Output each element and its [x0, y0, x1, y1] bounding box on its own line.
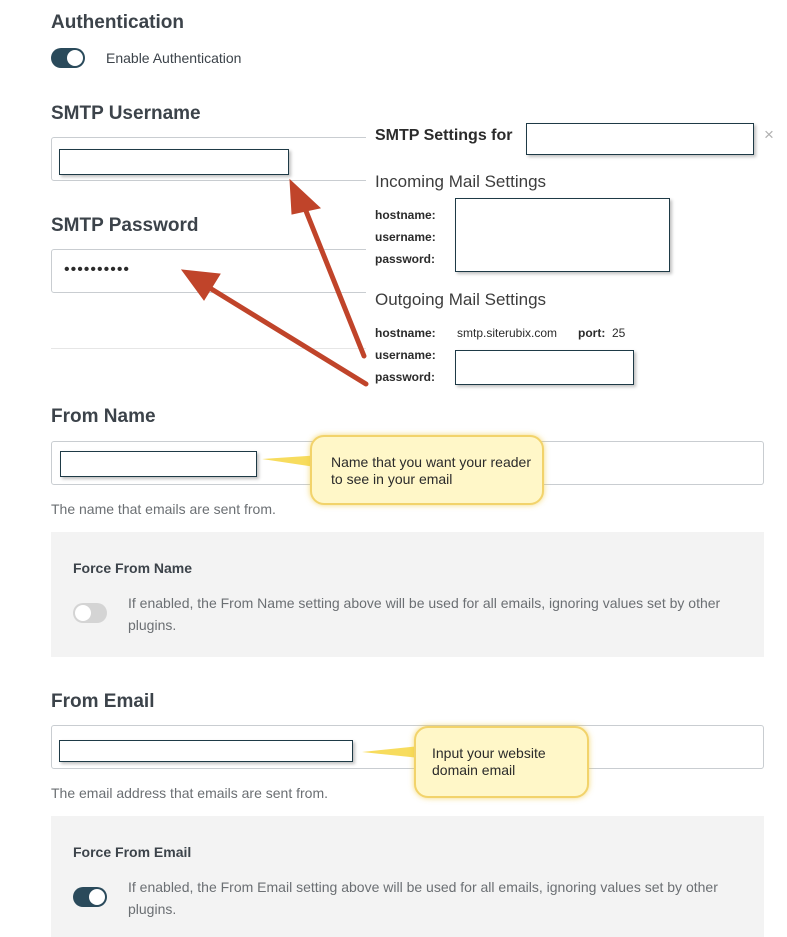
smtp-password-value: •••••••••• — [64, 261, 131, 278]
force-from-email-title: Force From Email — [73, 844, 192, 860]
incoming-password-label: password: — [375, 252, 436, 266]
from-email-callout: Input your website domain email — [414, 726, 589, 798]
outgoing-username-label: username: — [375, 348, 436, 362]
from-email-help: The email address that emails are sent from. — [51, 785, 329, 801]
from-name-help: The name that emails are sent from. — [51, 501, 276, 517]
outgoing-password-label: password: — [375, 370, 436, 384]
force-from-email-description: If enabled, the From Email setting above will be used for all emails, ignoring values set by other plugins. — [128, 879, 718, 917]
arrow-to-password-head — [182, 270, 220, 300]
outgoing-settings-title: Outgoing Mail Settings — [375, 290, 547, 309]
outgoing-hostname-label: hostname: — [375, 326, 436, 340]
close-icon[interactable]: × — [764, 125, 774, 144]
from-name-label: From Name — [51, 406, 156, 427]
authentication-title: Authentication — [51, 12, 184, 33]
from-name-callout: Name that you want your reader to see in your email — [310, 435, 544, 505]
outgoing-hostname-value: smtp.siterubix.com — [457, 326, 558, 340]
smtp-username-label: SMTP Username — [51, 103, 201, 124]
arrow-to-username — [300, 196, 364, 356]
enable-authentication-label: Enable Authentication — [106, 50, 242, 66]
from-email-label: From Email — [51, 691, 155, 712]
outgoing-port-value: 25 — [612, 326, 626, 340]
arrow-to-username-head — [290, 180, 320, 214]
smtp-password-label: SMTP Password — [51, 215, 199, 236]
from-email-callout-pointer — [362, 746, 420, 758]
outgoing-port-label: port: — [578, 326, 606, 340]
red-arrows — [182, 180, 366, 384]
force-from-name-title: Force From Name — [73, 560, 193, 576]
smtp-card-title: SMTP Settings for — [375, 127, 513, 144]
incoming-settings-title: Incoming Mail Settings — [375, 172, 547, 191]
incoming-username-label: username: — [375, 230, 436, 244]
force-from-name-description: If enabled, the From Name setting above will be used for all emails, ignoring values set by other plugins. — [128, 595, 721, 633]
incoming-hostname-label: hostname: — [375, 208, 436, 222]
